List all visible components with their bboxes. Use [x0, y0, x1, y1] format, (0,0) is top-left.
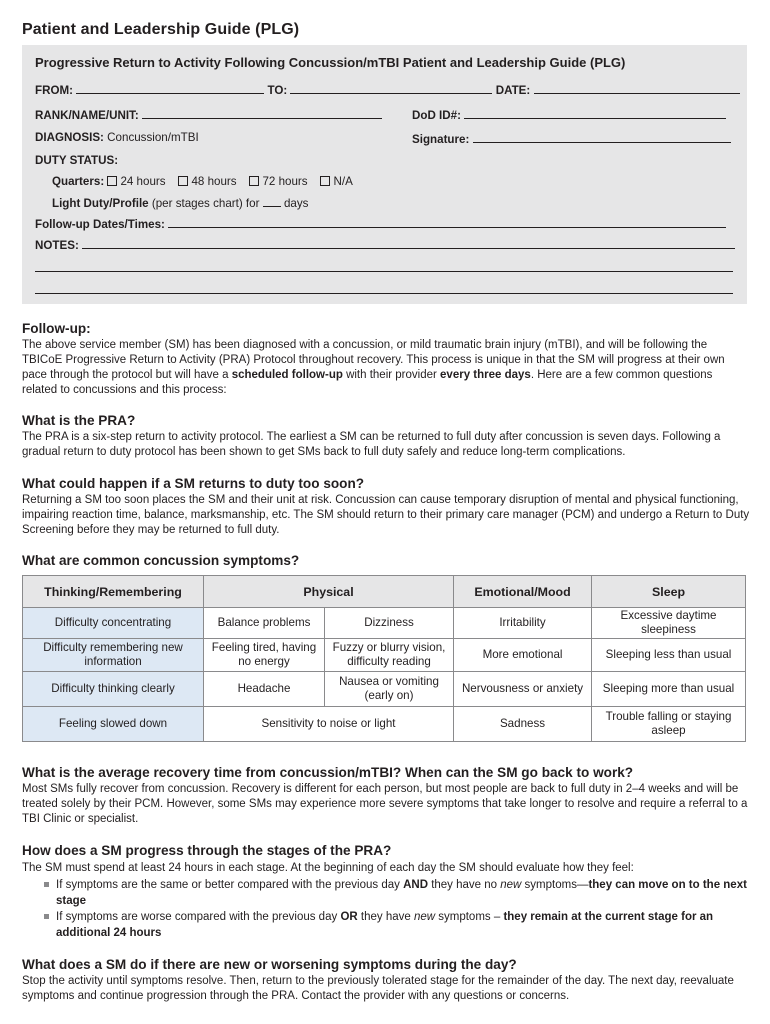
list-item: If symptoms are worse compared with the previous day OR they have new symptoms – they remain at the current stage for an additional 24 hours [44, 909, 750, 941]
quarters-option-na[interactable]: N/A [320, 175, 352, 188]
dod-label: DoD ID#: [412, 109, 461, 122]
quarters-row [52, 175, 353, 188]
followup-text: The above service member (SM) has been diagnosed with a concussion, or mild traumatic brain injury (mTBI), and will be following the TBICoE Progressive Return to Activity (PRA) Protocol throughout recovery. This process is unique in that the SM will progress at their own pace through the protocol but will have a scheduled follow-up with their provider every three days. Here are a few common questions related to concussions and this process: [22, 339, 725, 396]
dod-row [412, 108, 726, 122]
rank-field[interactable] [142, 108, 382, 119]
too-soon-text: Returning a SM too soon places the SM and their unit at risk. Concussion can cause temporary disruption of mental and physical functioning, impairing reaction time, balance, marksmanship, etc. The SM should return to their primary care manager (PCM) and undergo a Return to Duty Screening before they may be returned to full duty. [22, 494, 750, 536]
notes-line-2[interactable] [35, 271, 733, 272]
symptoms-heading: What are common concussion symptoms? [22, 553, 300, 568]
table-row [23, 608, 746, 639]
header-physical: Physical [204, 576, 454, 608]
checkbox[interactable] [320, 176, 330, 186]
quarters-label: Quarters: [52, 175, 105, 188]
table-row [23, 639, 746, 672]
diagnosis-label: DIAGNOSIS: [35, 131, 104, 144]
recovery-text: Most SMs fully recover from concussion. Recovery is different for each person, but most people are back to full duty in 2–4 weeks and will be treated solely by their PCM. However, some SMs may experience more severe symptoms that take longer to resolve and require a referral to a TBI Clinic or specialist. [22, 783, 748, 825]
from-label: FROM: [35, 84, 73, 97]
table-cell: Sleeping less than usual [592, 639, 746, 672]
checkbox[interactable] [107, 176, 117, 186]
table-cell: Nervousness or anxiety [454, 672, 592, 707]
table-cell: Dizziness [325, 608, 454, 639]
table-cell: Difficulty concentrating [23, 608, 204, 639]
rank-label: RANK/NAME/UNIT: [35, 109, 139, 122]
progress-text: The SM must spend at least 24 hours in each stage. At the beginning of each day the SM should evaluate how they feel: [22, 862, 634, 874]
signature-row [412, 132, 731, 146]
table-header-row [23, 576, 746, 608]
worsening-heading: What does a SM do if there are new or worsening symptoms during the day? [22, 957, 517, 972]
checkbox[interactable] [249, 176, 259, 186]
from-field[interactable] [76, 83, 264, 94]
header-sleep: Sleep [592, 576, 746, 608]
table-cell: More emotional [454, 639, 592, 672]
notes-label: NOTES: [35, 239, 79, 252]
table-row [23, 672, 746, 707]
followup-heading: Follow-up: [22, 321, 91, 336]
form-title: Progressive Return to Activity Following Concussion/mTBI Patient and Leadership Guide (PLG) [35, 55, 626, 70]
table-row [23, 707, 746, 742]
header-thinking: Thinking/Remembering [23, 576, 204, 608]
followup-dates-field[interactable] [168, 217, 726, 228]
quarters-option-24[interactable]: 24 hours [107, 175, 165, 188]
plg-form [22, 45, 747, 304]
progress-heading: How does a SM progress through the stages of the PRA? [22, 843, 392, 858]
pra-text: The PRA is a six-step return to activity protocol. The earliest a SM can be returned to full duty after concussion is seven days. Following a gradual return to duty protocol has been shown to get SMs back to full duty safely and reduce long-term complications. [22, 431, 721, 458]
signature-field[interactable] [473, 132, 731, 143]
date-label: DATE: [495, 84, 531, 97]
too-soon-heading: What could happen if a SM returns to duty too soon? [22, 476, 365, 491]
dod-field[interactable] [464, 108, 726, 119]
signature-label: Signature: [412, 133, 470, 146]
notes-field[interactable] [82, 238, 735, 249]
light-duty-days-field[interactable] [263, 196, 281, 207]
worsening-text: Stop the activity until symptoms resolve. Then, return to the previously tolerated stage for the remainder of the day. The next day, reevaluate symptoms and continue progression through the PRA. Contact the provider with any questions or concerns. [22, 975, 734, 1002]
progress-bullets [44, 877, 750, 941]
rank-row [35, 108, 382, 122]
table-cell: Excessive daytime sleepiness [592, 608, 746, 639]
from-row [35, 83, 740, 97]
checkbox[interactable] [178, 176, 188, 186]
light-duty-row [52, 196, 308, 210]
list-item: If symptoms are the same or better compared with the previous day AND they have no new symptoms—they can move on to the next stage [44, 877, 750, 909]
recovery-heading: What is the average recovery time from concussion/mTBI? When can the SM go back to work? [22, 765, 634, 780]
light-duty-note: (per stages chart) for [151, 197, 260, 210]
light-duty-suffix: days [283, 197, 309, 210]
to-field[interactable] [290, 83, 492, 94]
light-duty-label: Light Duty/Profile [52, 197, 149, 210]
pra-heading: What is the PRA? [22, 413, 136, 428]
table-cell: Feeling slowed down [23, 707, 204, 742]
table-cell: Headache [204, 672, 325, 707]
duty-status-label: DUTY STATUS: [35, 154, 119, 167]
followup-dates-label: Follow-up Dates/Times: [35, 218, 165, 231]
quarters-option-72[interactable]: 72 hours [249, 175, 307, 188]
header-emotional: Emotional/Mood [454, 576, 592, 608]
table-cell: Feeling tired, having no energy [204, 639, 325, 672]
table-cell: Difficulty remembering new information [23, 639, 204, 672]
to-label: TO: [267, 84, 288, 97]
symptoms-table [22, 575, 746, 742]
table-cell: Sensitivity to noise or light [204, 707, 454, 742]
notes-row [35, 238, 735, 252]
table-cell: Sleeping more than usual [592, 672, 746, 707]
followup-dates-row [35, 217, 726, 231]
table-cell: Nausea or vomiting (early on) [325, 672, 454, 707]
table-cell: Balance problems [204, 608, 325, 639]
table-cell: Trouble falling or staying asleep [592, 707, 746, 742]
diagnosis-row [35, 131, 199, 144]
table-cell: Difficulty thinking clearly [23, 672, 204, 707]
notes-line-3[interactable] [35, 293, 733, 294]
document-title: Patient and Leadership Guide (PLG) [22, 21, 300, 38]
date-field[interactable] [534, 83, 740, 94]
table-cell: Sadness [454, 707, 592, 742]
diagnosis-value: Concussion/mTBI [107, 131, 199, 144]
table-cell: Irritability [454, 608, 592, 639]
quarters-option-48[interactable]: 48 hours [178, 175, 236, 188]
table-cell: Fuzzy or blurry vision, difficulty reading [325, 639, 454, 672]
